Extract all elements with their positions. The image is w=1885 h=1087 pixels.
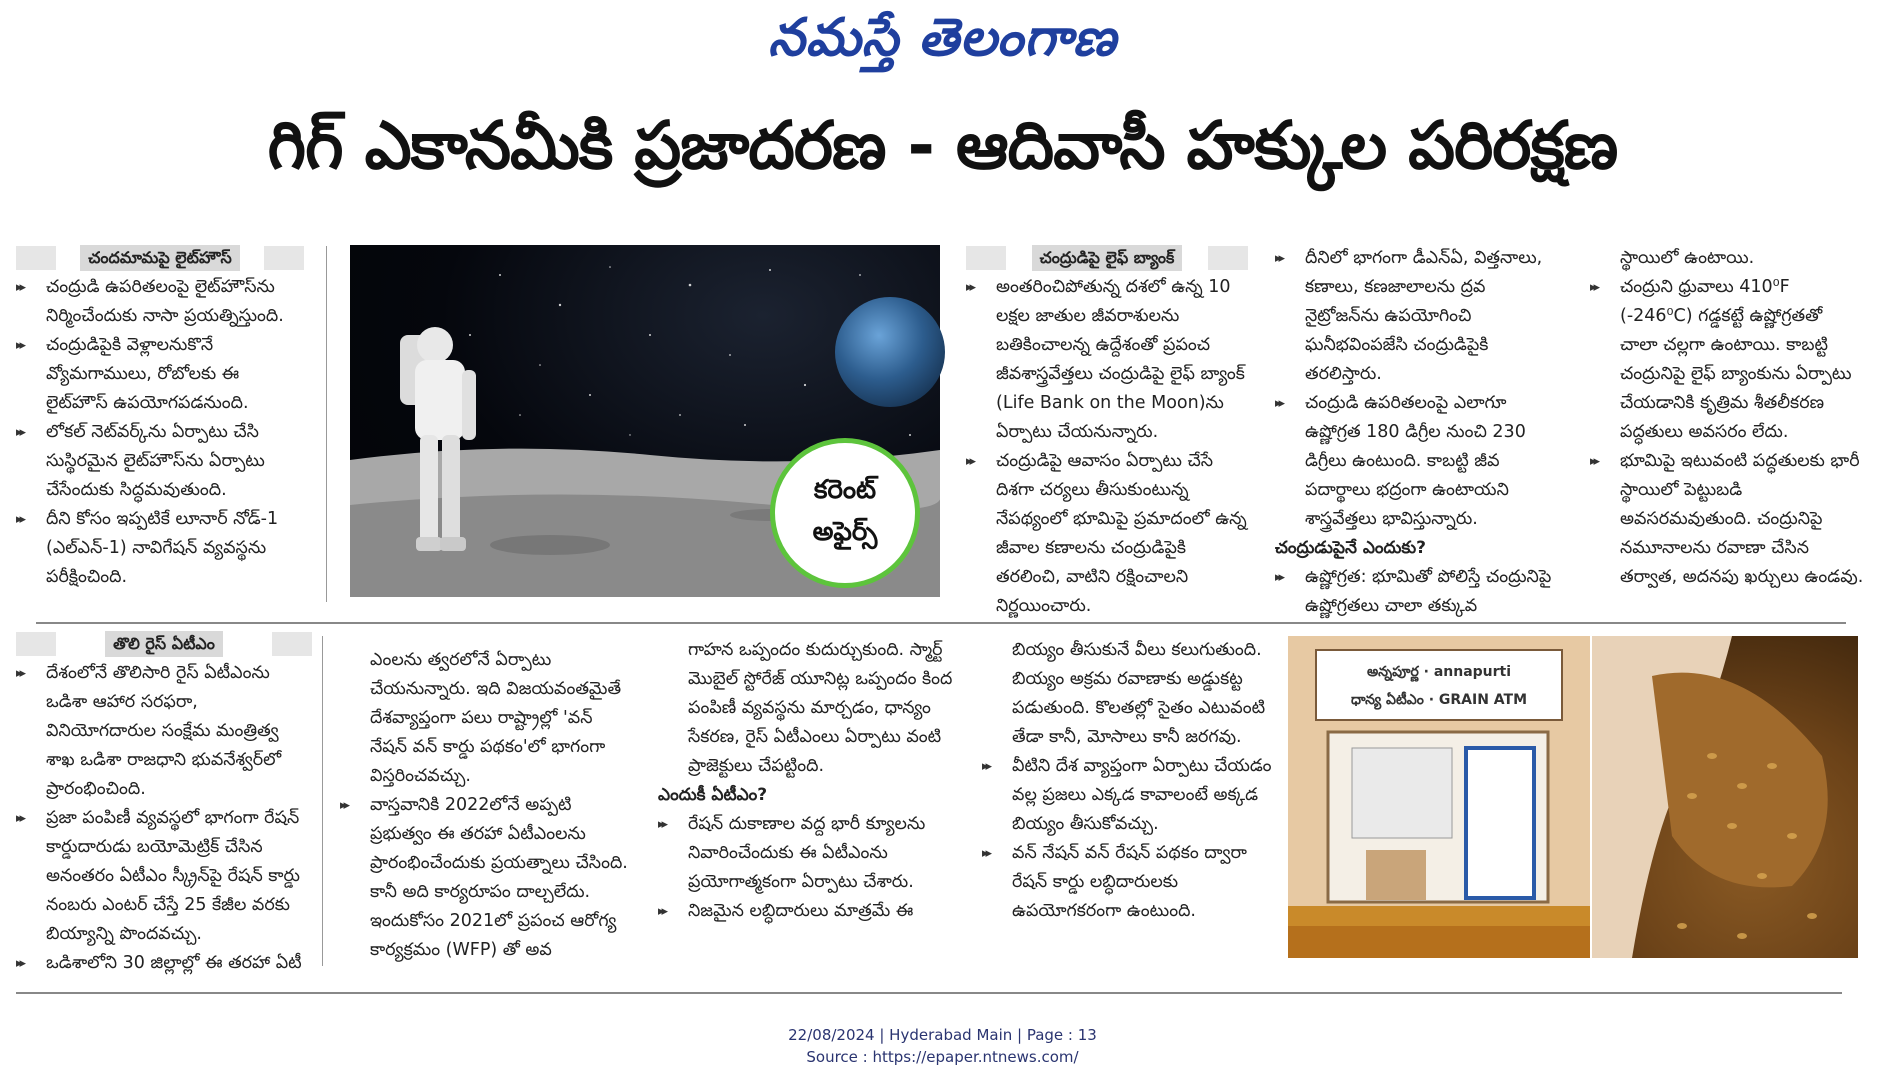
list-item: ▸▸ దేశంలోనే తొలిసారి రైస్ ఏటీఎంను ఒడిశా ఆహార సరఫరా, వినియోగదారుల సంక్షేమ మంత్రిత్వ శాఖ ఒడిశా రాజధాని భువనేశ్వర్‌లో ప్రారంభించింది. [16, 659, 312, 804]
list-item: ▸▸ రేషన్ దుకాణాల వద్ద భారీ క్యూలను నివారించేందుకు ఈ ఏటీఎంను ప్రయోగాత్మకంగా ఏర్పాటు చేశారు. [658, 810, 958, 897]
list-item: ▸▸ చంద్రుడి ఉపరితలంపై ఎలాగూ ఉష్ణోగ్రత 180 డిగ్రీల నుంచి 230 డిగ్రీలు ఉంటుంది. కాబట్టి జీవ పదార్థాలు భద్రంగా ఉంటాయని శాస్త్రవేత్తలు భావిస్తున్నారు. [1275, 389, 1560, 534]
list-item: ▸▸ ప్రజా పంపిణీ వ్యవస్థలో భాగంగా రేషన్ కార్డుదారుడు బయోమెట్రిక్ చేసిన అనంతరం ఏటీఎం స్క్రీన్‌పై రేషన్ కార్డు నంబరు ఎంటర్ చేస్తే 25 కేజీల వరకు బియ్యాన్ని పొందవచ్చు. [16, 804, 312, 949]
section-kicker: తొలి రైస్ ఏటీఎం [105, 631, 223, 657]
section-divider [36, 622, 1846, 624]
section-life-bank-cont [1275, 244, 1560, 621]
footer-source: Source : https://epaper.ntnews.com/ [806, 1048, 1079, 1066]
grain-atm-photo [1288, 636, 1590, 958]
column-divider [322, 636, 323, 966]
paragraph: బియ్యం తీసుకునే వీలు కలుగుతుంది. బియ్యం అక్రమ రవాణాకు అడ్డుకట్ట పడుతుంది. కొలతల్లో సైతం ఎటువంటి తేడా కానీ, మోసాలు కానీ జరగవు. [1012, 640, 1266, 747]
paragraph: స్థాయిలో ఉంటాయి. [1620, 248, 1755, 268]
subheading: ఎందుకీ ఏటీఎం? [658, 785, 768, 805]
list-item: ▸▸ చంద్రుని ధ్రువాలు 410⁰F (-246⁰C) గడ్డకట్టే ఉష్ణోగ్రతతో చాలా చల్లగా ఉంటాయి. కాబట్టి చంద్రునిపై లైఫ్ బ్యాంకును ఏర్పాటు చేయడానికి కృత్రిమ శీతలీకరణ పద్ధతులు అవసరం లేదు. [1590, 273, 1865, 447]
section-kicker: చంద్రుడిపై లైఫ్ బ్యాంక్ [1032, 245, 1183, 271]
list-item: ▸▸ వీటిని దేశ వ్యాప్తంగా ఏర్పాటు చేయడం వల్ల ప్రజలు ఎక్కడ కావాలంటే అక్కడ బియ్యం తీసుకోవచ్చు. [982, 752, 1274, 839]
list-item: ▸▸ దీని కోసం ఇప్పటికే లూనార్ నోడ్-1 (ఎల్ఎన్-1) నావిగేషన్ వ్యవస్థను పరీక్షించింది. [16, 505, 304, 592]
badge-line-1: కరెంట్ [813, 475, 877, 505]
list-item: ▸▸ చంద్రుడిపై ఆవాసం ఏర్పాటు చేసే దిశగా చర్యలు తీసుకుంటున్న నేపథ్యంలో భూమిపై ప్రమాదంలో ఉన్న జీవాల కణాలను చంద్రుడిపైకి తరలించి, వాటిని రక్షించాలని నిర్ణయించారు. [966, 447, 1248, 621]
section-why-atm-cont [982, 636, 1274, 926]
planet-earth-illustration [835, 297, 945, 407]
list-item: ▸▸ ఒడిశాలోని 30 జిల్లాల్లో ఈ తరహా ఏటీ [16, 949, 312, 978]
section-life-bank-end [1590, 244, 1865, 592]
atm-sign-brand: అన్నపూర్ణ · annapurti [1366, 664, 1512, 680]
list-item: ▸▸ వాస్తవానికి 2022లోనే అప్పటి ప్రభుత్వం ఈ తరహా ఏటీఎంలను ప్రారంభించేందుకు ప్రయత్నాలు చేసింది. కానీ అది కార్యరూపం దాల్చలేదు. ఇందుకోసం 2021లో ప్రపంచ ఆరోగ్య కార్యక్రమం (WFP) తో అవ [340, 791, 632, 965]
page-headline: గిగ్ ఎకానమీకి ప్రజాదరణ - ఆదివాసీ హక్కుల పరిరక్షణ [267, 107, 1618, 184]
list-item: ▸▸ ఉష్ణోగ్రత: భూమితో పోలిస్తే చంద్రునిపై ఉష్ణోగ్రతలు చాలా తక్కువ [1275, 563, 1560, 621]
section-lighthouse [16, 244, 304, 592]
list-item: ▸▸ నిజమైన లబ్ధిదారులు మాత్రమే ఈ [658, 897, 958, 926]
grain-illustration [1592, 636, 1858, 958]
list-item: ▸▸ వన్ నేషన్ వన్ రేషన్ పథకం ద్వారా రేషన్ కార్డు లబ్ధిదారులకు ఉపయోగకరంగా ఉంటుంది. [982, 839, 1274, 926]
section-rice-atm-cont [340, 646, 632, 965]
paragraph: గాహన ఒప్పందం కుదుర్చుకుంది. స్మార్ట్ మొబైల్ స్టోరేజ్ యూనిట్ల ఒప్పందం కింద పంపిణీ వ్యవస్థను మార్చడం, ధాన్యం సేకరణ, రైస్ ఏటీఎంలు ఏర్పాటు వంటి ప్రాజెక్టులు చేపట్టింది. [688, 640, 953, 776]
section-kicker: చందమామపై లైట్‌హౌస్ [80, 245, 239, 271]
list-item: ▸▸ దీనిలో భాగంగా డీఎన్ఏ, విత్తనాలు, కణాలు, కణజాలాలను ద్రవ నైట్రోజన్‌ను ఉపయోగించి ఘనీభవింపజేసి చంద్రుడిపైకి తరలిస్తారు. [1275, 244, 1560, 389]
list-item: ▸▸ లోకల్ నెట్‌వర్క్‌ను ఏర్పాటు చేసి సుస్థిరమైన లైట్‌హౌస్‌ను ఏర్పాటు చేసేందుకు సిద్ధమవుతుంది. [16, 418, 304, 505]
paragraph: ఎంలను త్వరలోనే ఏర్పాటు చేయనున్నారు. ఇది విజయవంతమైతే దేశవ్యాప్తంగా పలు రాష్ట్రాల్లో 'వన్ నేషన్ వన్ కార్డు పథకం'లో భాగంగా విస్తరించవచ్చు. [370, 650, 622, 786]
subheading: చంద్రుడుపైనే ఎందుకు? [1275, 538, 1427, 558]
page-bottom-divider [16, 992, 1842, 994]
atm-sign-label: ధాన్య ఏటీఎం · GRAIN ATM [1350, 692, 1528, 708]
list-item: ▸▸ చంద్రుడిపైకి వెళ్లాలనుకొనే వ్యోమగాములు, రోబోలకు ఈ లైట్‌హౌస్ ఉపయోగపడనుంది. [16, 331, 304, 418]
section-why-atm [658, 636, 958, 926]
list-item: ▸▸ అంతరించిపోతున్న దశలో ఉన్న 10 లక్షల జాతుల జీవరాశులను బతికించాలన్న ఉద్దేశంతో ప్రపంచ జీవశాస్త్రవేత్తలు చంద్రుడిపై లైఫ్ బ్యాంక్ (Life Bank on the Moon)ను ఏర్పాటు చేయనున్నారు. [966, 273, 1248, 447]
footer-dateline: 22/08/2024 | Hyderabad Main | Page : 13 [788, 1026, 1097, 1044]
section-life-bank [966, 244, 1248, 621]
column-divider [326, 246, 327, 602]
section-rice-atm [16, 630, 312, 978]
badge-line-2: అఫైర్స్ [812, 517, 878, 547]
current-affairs-badge [770, 438, 920, 588]
masthead-logo: నమస్తే తెలంగాణ [768, 7, 1117, 68]
atm-illustration [1288, 636, 1590, 958]
list-item: ▸▸ భూమిపై ఇటువంటి పద్ధతులకు భారీ స్థాయిలో పెట్టుబడి అవసరమవుతుంది. చంద్రునిపై నమూనాలను రవాణా చేసిన తర్వాత, అదనపు ఖర్చులు ఉండవు. [1590, 447, 1865, 592]
grain-hands-photo [1592, 636, 1858, 958]
list-item: ▸▸ చంద్రుడి ఉపరితలంపై లైట్‌హౌస్‌ను నిర్మించేందుకు నాసా ప్రయత్నిస్తుంది. [16, 273, 304, 331]
